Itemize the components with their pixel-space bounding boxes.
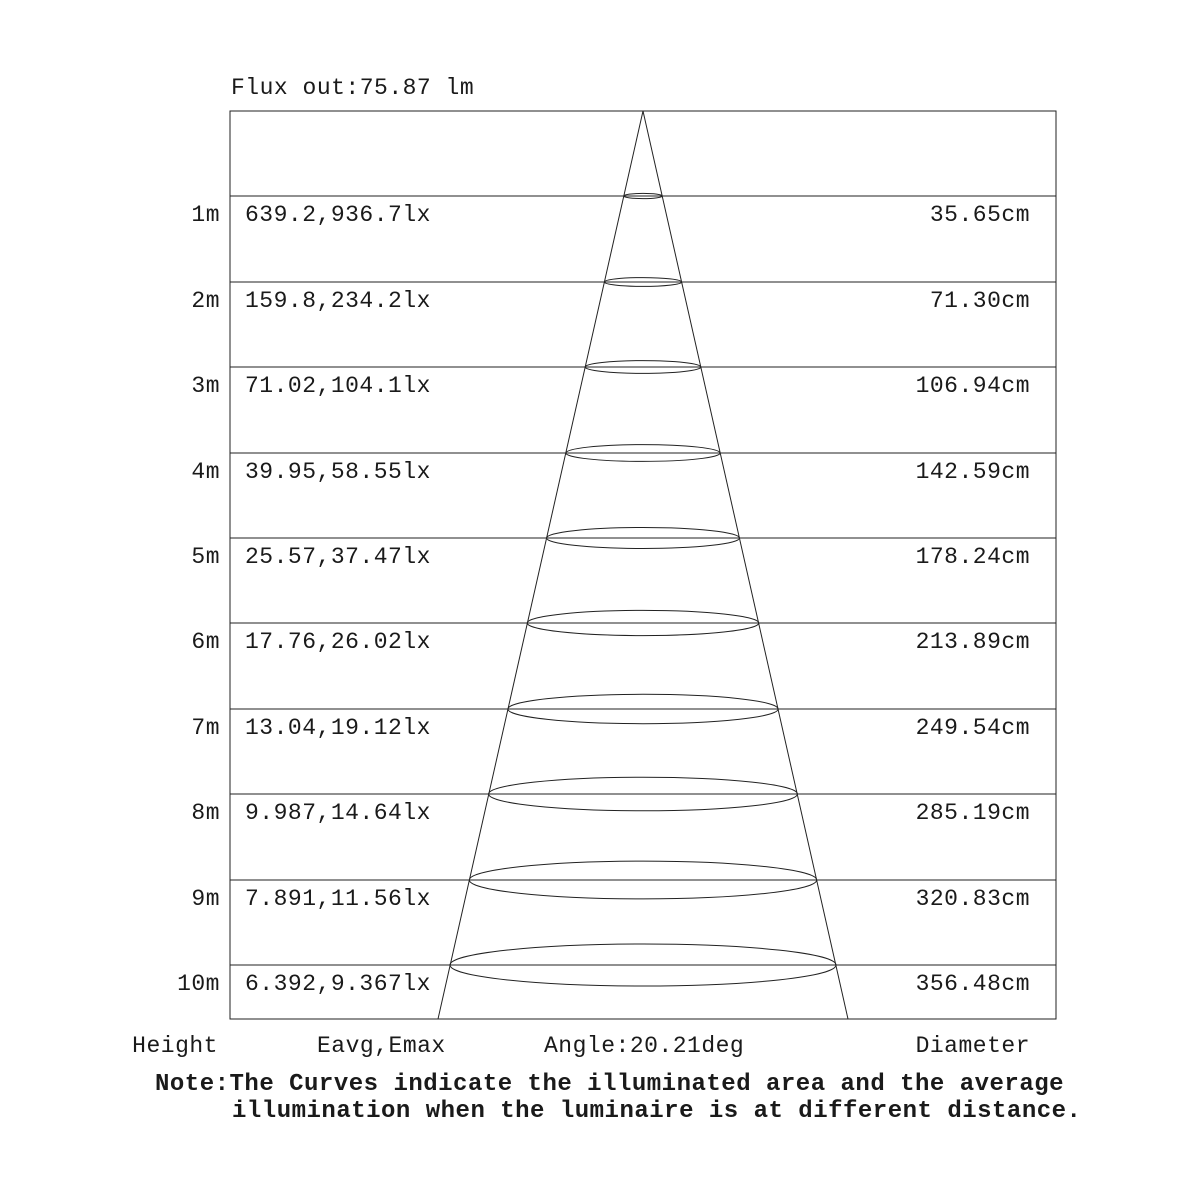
height-label: 10m <box>177 971 220 997</box>
eavg-emax-value: 13.04,19.12lx <box>245 715 431 741</box>
diameter-value: 320.83cm <box>915 886 1030 912</box>
eavg-emax-value: 639.2,936.7lx <box>245 202 431 228</box>
eavg-emax-value: 25.57,37.47lx <box>245 544 431 570</box>
height-label: 8m <box>191 800 220 826</box>
column-label-height: Height <box>132 1033 218 1059</box>
eavg-emax-value: 6.392,9.367lx <box>245 971 431 997</box>
height-label: 9m <box>191 886 220 912</box>
diameter-value: 71.30cm <box>929 288 1030 314</box>
diameter-value: 106.94cm <box>915 373 1030 399</box>
eavg-emax-value: 17.76,26.02lx <box>245 629 431 655</box>
beam-left-edge <box>438 111 643 1019</box>
chart-title: Flux out:75.87 lm <box>231 75 475 101</box>
height-label: 3m <box>191 373 220 399</box>
height-label: 5m <box>191 544 220 570</box>
note-text-line1: Note:The Curves indicate the illuminated area and the average <box>155 1071 1065 1098</box>
diameter-value: 178.24cm <box>915 544 1030 570</box>
diameter-value: 35.65cm <box>929 202 1030 228</box>
height-label: 1m <box>191 202 220 228</box>
column-label-eavg-emax: Eavg,Emax <box>317 1033 446 1059</box>
note-text-line2: illumination when the luminaire is at different distance. <box>232 1098 1082 1125</box>
diameter-value: 285.19cm <box>915 800 1030 826</box>
diameter-value: 142.59cm <box>915 459 1030 485</box>
eavg-emax-value: 159.8,234.2lx <box>245 288 431 314</box>
diameter-value: 213.89cm <box>915 629 1030 655</box>
eavg-emax-value: 71.02,104.1lx <box>245 373 431 399</box>
height-label: 6m <box>191 629 220 655</box>
column-label-diameter: Diameter <box>915 1033 1030 1059</box>
height-label: 7m <box>191 715 220 741</box>
eavg-emax-value: 9.987,14.64lx <box>245 800 431 826</box>
diameter-value: 356.48cm <box>915 971 1030 997</box>
diameter-value: 249.54cm <box>915 715 1030 741</box>
beam-angle-label: Angle:20.21deg <box>544 1033 745 1059</box>
eavg-emax-value: 7.891,11.56lx <box>245 886 431 912</box>
height-label: 4m <box>191 459 220 485</box>
height-label: 2m <box>191 288 220 314</box>
eavg-emax-value: 39.95,58.55lx <box>245 459 431 485</box>
